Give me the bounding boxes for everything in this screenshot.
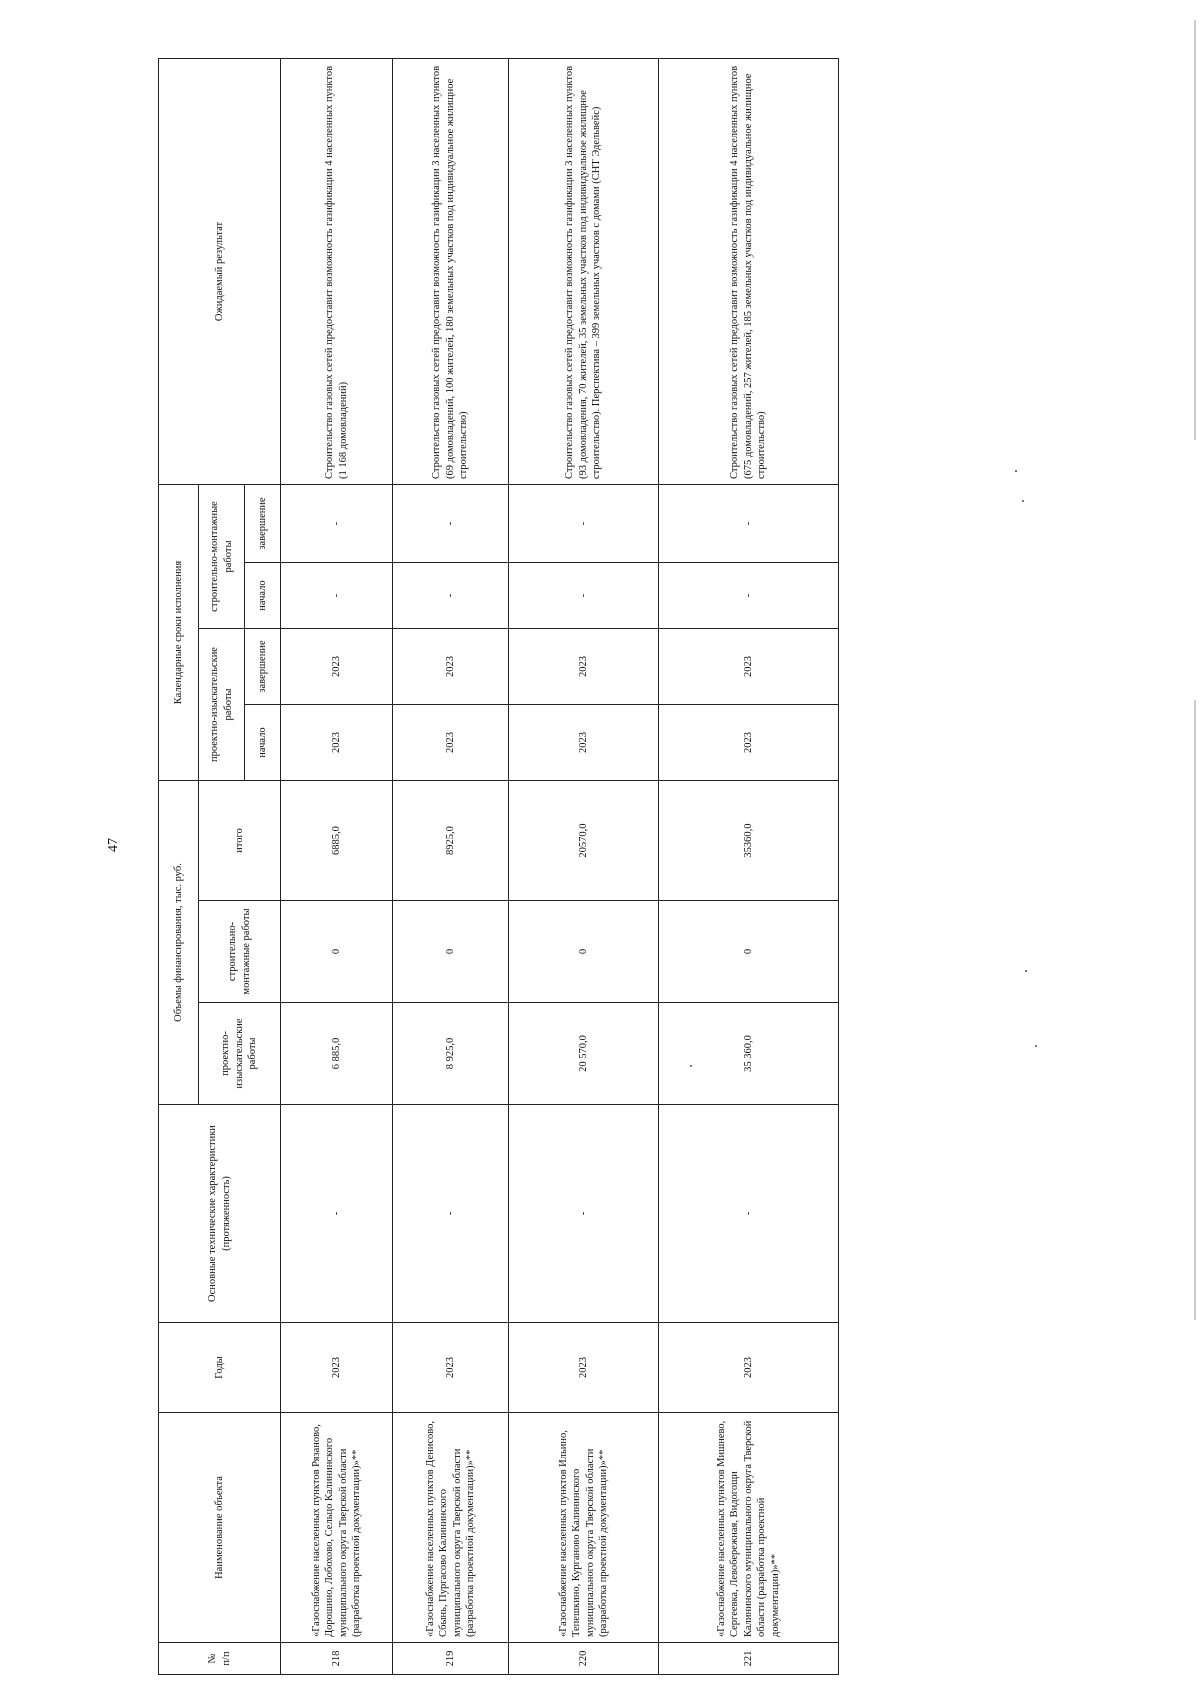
cell-construction-end: - bbox=[509, 484, 659, 562]
header-design-end: завершение bbox=[245, 629, 281, 705]
cell-result: Строительство газовых сетей предоставит возможность газификации 4 населенных пунктов (1 168 домовладений) bbox=[281, 58, 393, 484]
header-num: № п/п bbox=[159, 1643, 281, 1675]
cell-design-cost: 6 885,0 bbox=[281, 1003, 393, 1105]
header-design-start: начало bbox=[245, 705, 281, 781]
header-construction-start: начало bbox=[245, 563, 281, 629]
header-name: Наименование объекта bbox=[159, 1413, 281, 1643]
header-funding-total: итого bbox=[199, 781, 281, 901]
cell-construction-end: - bbox=[393, 484, 509, 562]
cell-total: 20570,0 bbox=[509, 781, 659, 901]
cell-num: 219 bbox=[393, 1643, 509, 1675]
cell-name: «Газоснабжение населенных пунктов Рязаново, Дорошино, Лобохово, Сельцо Калининского муниципального округа Тверской области (разработка проектной документации)»** bbox=[281, 1413, 393, 1643]
cell-years: 2023 bbox=[509, 1323, 659, 1413]
header-schedule: Календарные сроки исполнения bbox=[159, 484, 199, 780]
header-tech: Основные технические характеристики (протяженность) bbox=[159, 1105, 281, 1323]
header-funding-design: проектно-изыскательские работы bbox=[199, 1003, 281, 1105]
header-funding: Объемы финансирования, тыс. руб. bbox=[159, 781, 199, 1105]
cell-tech: - bbox=[393, 1105, 509, 1323]
cell-design-end: 2023 bbox=[509, 629, 659, 705]
cell-num: 220 bbox=[509, 1643, 659, 1675]
header-construction-end: завершение bbox=[245, 484, 281, 562]
header-schedule-construction: строительно-монтажные работы bbox=[199, 484, 245, 628]
cell-num: 218 bbox=[281, 1643, 393, 1675]
scan-speck bbox=[1022, 500, 1024, 502]
cell-design-cost: 20 570,0 bbox=[509, 1003, 659, 1105]
cell-name: «Газоснабжение населенных пунктов Мишнево, Сергеевка, Левобережная, Видогощи Калининского муниципального округа Тверской области (разработка проектной документации)»** bbox=[659, 1413, 839, 1643]
scan-speck bbox=[1015, 470, 1017, 472]
cell-tech: - bbox=[659, 1105, 839, 1323]
cell-total: 6885,0 bbox=[281, 781, 393, 901]
cell-result: Строительство газовых сетей предоставит возможность газификации 4 населенных пунктов (675 домовладений, 257 жителей, 185 земельных участков под индивидуальное жилищное строительство) bbox=[659, 58, 839, 484]
table-row bbox=[281, 58, 393, 1674]
cell-num: 221 bbox=[659, 1643, 839, 1675]
scan-speck bbox=[1035, 1045, 1037, 1047]
cell-tech: - bbox=[281, 1105, 393, 1323]
table-body bbox=[281, 58, 839, 1674]
cell-years: 2023 bbox=[659, 1323, 839, 1413]
cell-construction-cost: 0 bbox=[281, 901, 393, 1003]
cell-design-start: 2023 bbox=[281, 705, 393, 781]
cell-construction-start: - bbox=[393, 563, 509, 629]
cell-design-end: 2023 bbox=[393, 629, 509, 705]
header-result: Ожидаемый результат bbox=[159, 58, 281, 484]
cell-design-start: 2023 bbox=[509, 705, 659, 781]
cell-total: 8925,0 bbox=[393, 781, 509, 901]
cell-construction-start: - bbox=[659, 563, 839, 629]
cell-design-cost: 35 360,0 bbox=[659, 1003, 839, 1105]
header-years: Годы bbox=[159, 1323, 281, 1413]
header-funding-construction: строительно-монтажные работы bbox=[199, 901, 281, 1003]
cell-years: 2023 bbox=[393, 1323, 509, 1413]
cell-tech: - bbox=[509, 1105, 659, 1323]
cell-name: «Газоснабжение населенных пунктов Ильино, Тепешкино, Курганово Калининского муниципального округа Тверской области (разработка проектной документации)»** bbox=[509, 1413, 659, 1643]
page-number: 47 bbox=[106, 838, 121, 852]
scan-speck bbox=[1025, 970, 1027, 972]
table-header bbox=[159, 58, 281, 1674]
rotated-page-content bbox=[158, 59, 838, 1675]
cell-construction-end: - bbox=[281, 484, 393, 562]
cell-design-start: 2023 bbox=[393, 705, 509, 781]
cell-design-start: 2023 bbox=[659, 705, 839, 781]
gasification-objects-table bbox=[158, 58, 839, 1675]
cell-design-end: 2023 bbox=[659, 629, 839, 705]
table-row bbox=[393, 58, 509, 1674]
cell-construction-start: - bbox=[281, 563, 393, 629]
cell-construction-end: - bbox=[659, 484, 839, 562]
cell-design-cost: 8 925,0 bbox=[393, 1003, 509, 1105]
cell-years: 2023 bbox=[281, 1323, 393, 1413]
scan-speck bbox=[690, 1065, 692, 1067]
cell-construction-cost: 0 bbox=[659, 901, 839, 1003]
cell-name: «Газоснабжение населенных пунктов Денисово, Сбынь, Пургасово Калининского муниципального округа Тверской области (разработка проектной документации)»** bbox=[393, 1413, 509, 1643]
cell-result: Строительство газовых сетей предоставит возможность газификации 3 населенных пунктов (93 домовладения, 70 жителей, 35 земельных участков под индивидуальное жилищное строительство). Перспектива – 399 земельных участков с домами (СНТ Эдельвейс) bbox=[509, 58, 659, 484]
header-schedule-design: проектно-изыскательские работы bbox=[199, 629, 245, 781]
cell-total: 35360,0 bbox=[659, 781, 839, 901]
cell-result: Строительство газовых сетей предоставит возможность газификации 3 населенных пунктов (69 домовладений, 100 жителей, 180 земельных участков под индивидуальное жилищное строительство) bbox=[393, 58, 509, 484]
scan-edge-line bbox=[1194, 700, 1196, 1320]
table-row bbox=[509, 58, 659, 1674]
scan-edge-line bbox=[1194, 20, 1196, 440]
cell-construction-cost: 0 bbox=[509, 901, 659, 1003]
table-row bbox=[659, 58, 839, 1674]
cell-construction-start: - bbox=[509, 563, 659, 629]
cell-design-end: 2023 bbox=[281, 629, 393, 705]
cell-construction-cost: 0 bbox=[393, 901, 509, 1003]
